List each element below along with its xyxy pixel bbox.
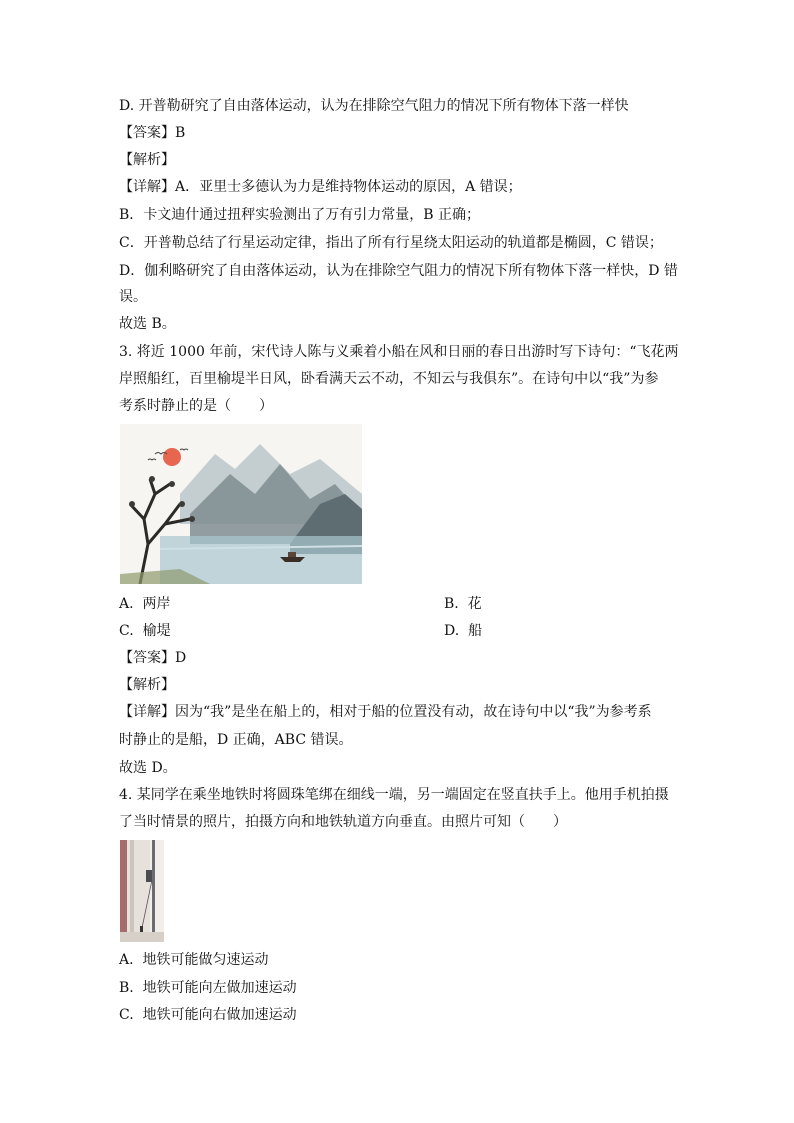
q3-detail-line-1 (119, 702, 652, 722)
q3-answer (119, 648, 186, 668)
answer-value: B (175, 125, 186, 141)
q3-stem-line-2: 岸照船红，百里榆堤半日风，卧看满天云不动，不知云与我俱东”。在诗句中以“我”为参 (119, 371, 659, 387)
option-letter: B. (119, 980, 134, 996)
option-letter: D. (444, 623, 460, 639)
answer-tag: 【答案】 (119, 650, 175, 666)
q3-option-b (444, 594, 482, 614)
option-letter: A. (119, 952, 134, 968)
option-text: 榆堤 (142, 623, 171, 639)
option-letter: A. (119, 596, 134, 612)
option-text: 船 (468, 623, 483, 639)
answer-value: D (175, 650, 187, 666)
detail-tag: 【详解】 (119, 704, 175, 720)
handrail-icon (152, 840, 155, 942)
option-text: 两岸 (142, 596, 171, 612)
q4-option-a (119, 950, 268, 970)
q2-detail-line-4: D．伽利略研究了自由落体运动，认为在排除空气阻力的情况下所有物体下落一样快，D 错 (119, 263, 678, 279)
q3-analysis-tag (119, 675, 175, 695)
option-letter: C. (119, 1007, 134, 1023)
q3-detail-line-2: 时静止的是船，D 正确，ABC 错误。 (119, 732, 353, 748)
q2-conclusion: 故选 B。 (119, 316, 176, 332)
option-text: 地铁可能向右做加速运动 (142, 1007, 297, 1023)
q2-detail-line-1 (119, 177, 522, 197)
q4-option-b (119, 978, 297, 998)
option-letter: C. (119, 623, 134, 639)
q3-option-c (119, 621, 171, 641)
analysis-tag: 【解析】 (119, 152, 175, 168)
q3-conclusion: 故选 D。 (119, 760, 177, 776)
q4-option-c (119, 1005, 297, 1025)
analysis-tag: 【解析】 (119, 677, 175, 693)
q2-option-d: D. 开普勒研究了自由落体运动，认为在排除空气阻力的情况下所有物体下落一样快 (119, 98, 629, 114)
option-text: 地铁可能向左做加速运动 (142, 980, 297, 996)
detail-text: 因为“我”是坐在船上的，相对于船的位置没有动，故在诗句中以“我”为参考系 (175, 704, 652, 720)
q2-detail-line-3: C．开普勒总结了行星运动定律，指出了所有行星绕太阳运动的轨道都是椭圆，C 错误； (119, 235, 663, 251)
q3-option-a (119, 594, 170, 614)
detail-text: A．亚里士多德认为力是维持物体运动的原因，A 错误； (175, 179, 522, 195)
ink-landscape-painting (120, 424, 362, 584)
option-text: 地铁可能做匀速运动 (142, 952, 269, 968)
option-letter: B. (444, 596, 459, 612)
q2-analysis-tag (119, 150, 175, 170)
sun-icon (163, 448, 181, 466)
q4-stem-line-1: 4. 某同学在乘坐地铁时将圆珠笔绑在细线一端，另一端固定在竖直扶手上。他用手机拍摄 (119, 787, 669, 803)
detail-tag: 【详解】 (119, 179, 175, 195)
q2-detail-line-5: 误。 (119, 289, 147, 305)
option-text: 花 (467, 596, 482, 612)
q2-answer (119, 123, 185, 143)
q4-stem-line-2: 了当时情景的照片，拍摄方向和地铁轨道方向垂直。由照片可知（ ） (119, 814, 567, 830)
q3-stem-line-1: 3. 将近 1000 年前，宋代诗人陈与义乘着小船在风和日丽的春日出游时写下诗句：“飞花两 (119, 344, 679, 360)
answer-tag: 【答案】 (119, 125, 175, 141)
q3-option-d (444, 621, 482, 641)
q3-stem-line-3: 考系时静止的是（ ） (119, 398, 273, 414)
subway-handrail-photo (120, 840, 164, 942)
q2-detail-line-2: B．卡文迪什通过扭秤实验测出了万有引力常量，B 正确； (119, 207, 481, 223)
